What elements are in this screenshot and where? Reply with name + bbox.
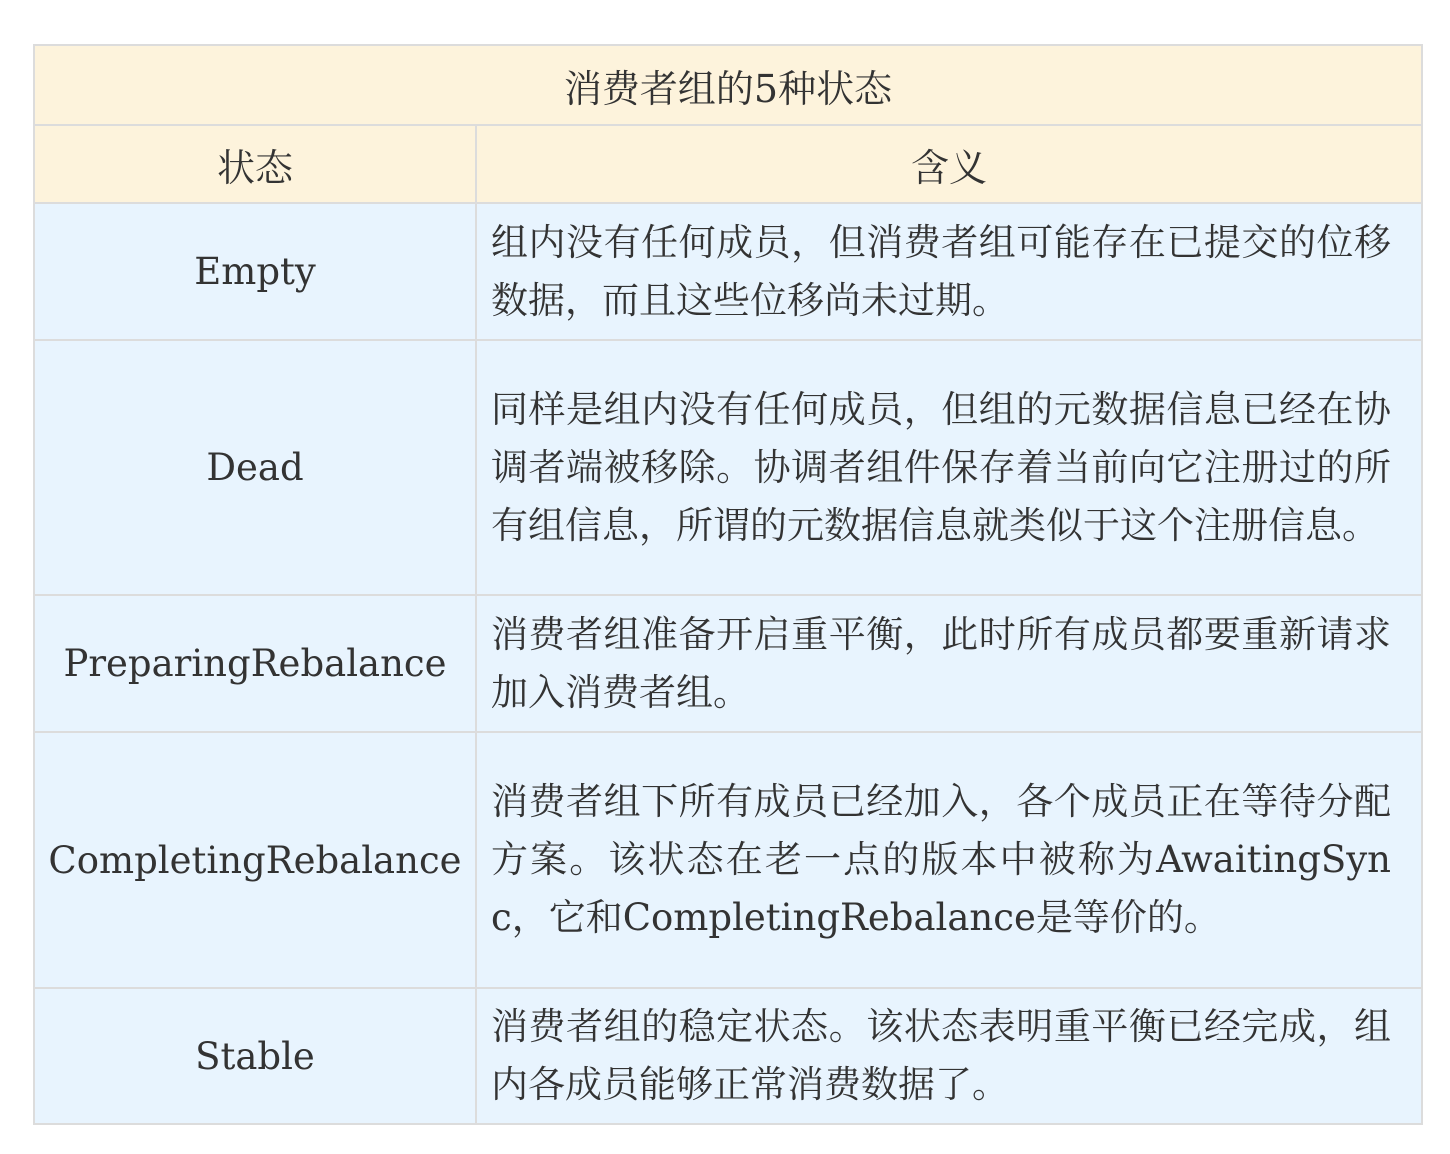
state-cell: Dead <box>34 340 476 595</box>
table-title: 消费者组的5种状态 <box>34 45 1422 125</box>
consumer-group-states-table-container <box>33 44 1421 1125</box>
table-row <box>34 203 1422 340</box>
meaning-cell: 消费者组下所有成员已经加入，各个成员正在等待分配方案。该状态在老一点的版本中被称为AwaitingSync，它和CompletingRebalance是等价的。 <box>476 732 1422 988</box>
state-cell: PreparingRebalance <box>34 595 476 732</box>
header-meaning: 含义 <box>476 125 1422 203</box>
table-title-row <box>34 45 1422 125</box>
table-row <box>34 340 1422 595</box>
header-state: 状态 <box>34 125 476 203</box>
table-row <box>34 732 1422 988</box>
meaning-cell: 消费者组准备开启重平衡，此时所有成员都要重新请求加入消费者组。 <box>476 595 1422 732</box>
state-cell: CompletingRebalance <box>34 732 476 988</box>
consumer-group-states-table <box>33 44 1423 1125</box>
meaning-cell: 消费者组的稳定状态。该状态表明重平衡已经完成，组内各成员能够正常消费数据了。 <box>476 988 1422 1124</box>
table-header-row <box>34 125 1422 203</box>
state-cell: Stable <box>34 988 476 1124</box>
meaning-cell: 同样是组内没有任何成员，但组的元数据信息已经在协调者端被移除。协调者组件保存着当前向它注册过的所有组信息，所谓的元数据信息就类似于这个注册信息。 <box>476 340 1422 595</box>
state-cell: Empty <box>34 203 476 340</box>
table-row <box>34 595 1422 732</box>
table-row <box>34 988 1422 1124</box>
meaning-cell: 组内没有任何成员，但消费者组可能存在已提交的位移数据，而且这些位移尚未过期。 <box>476 203 1422 340</box>
